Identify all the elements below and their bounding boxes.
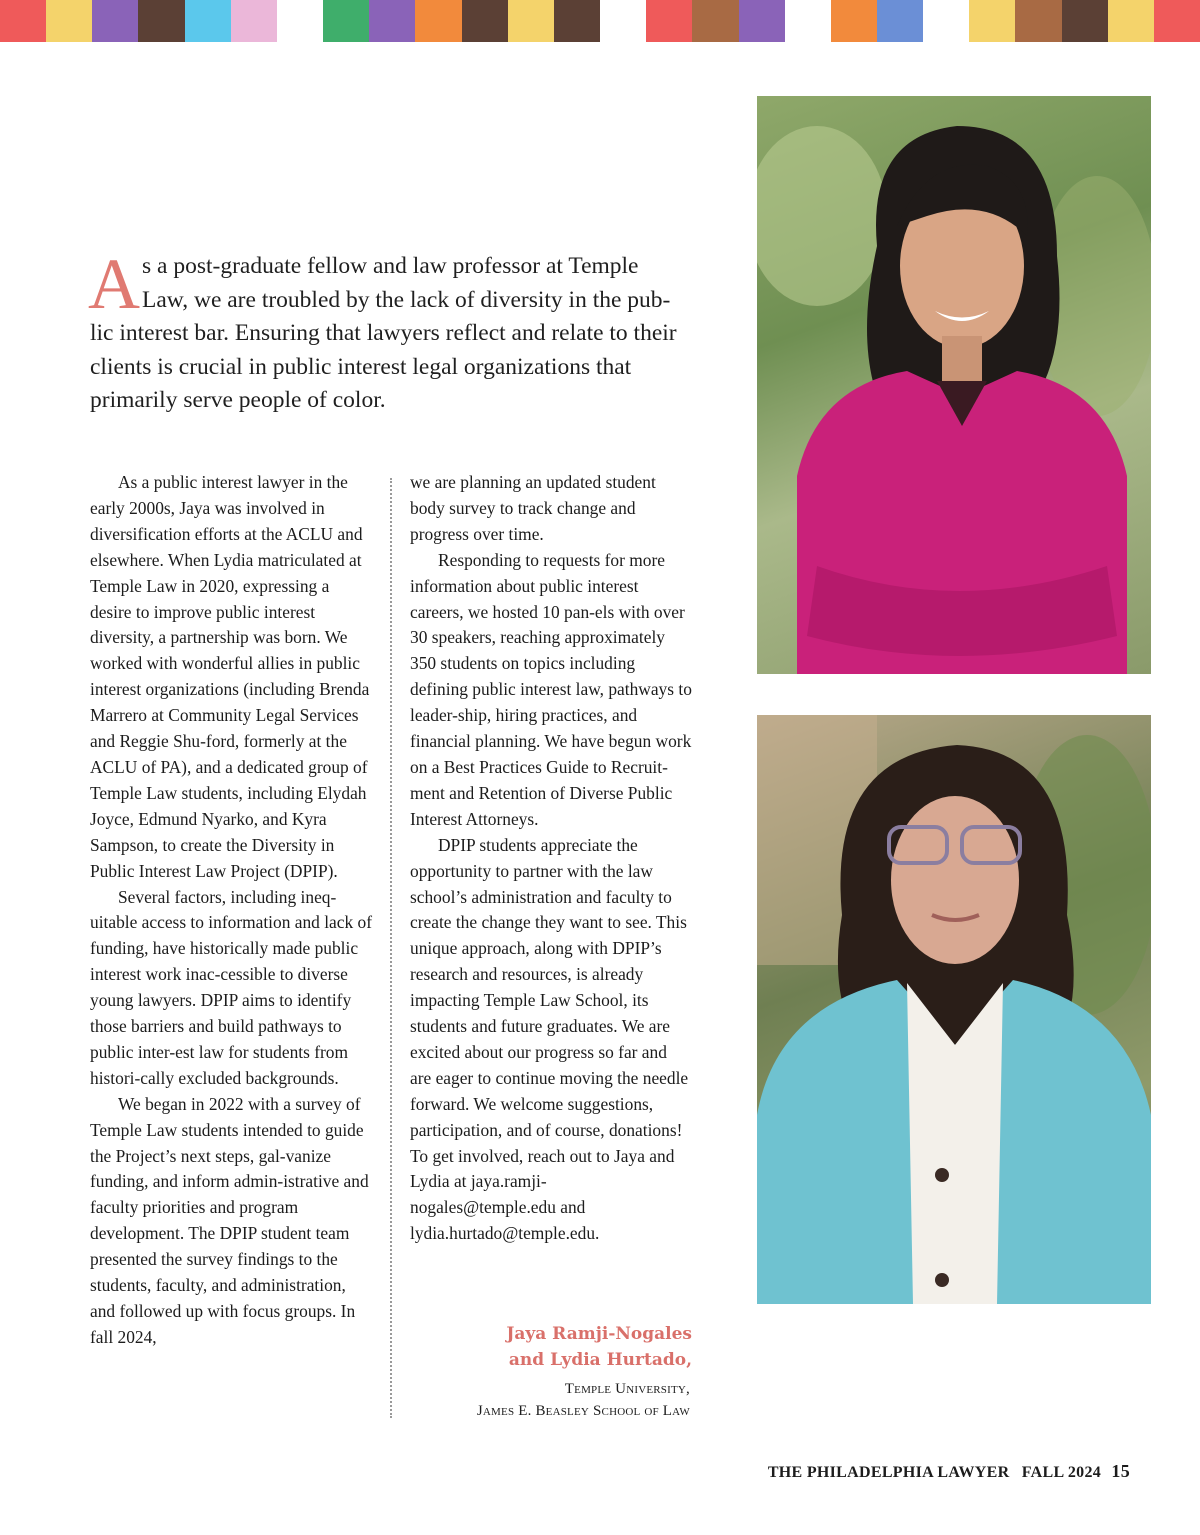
portrait-illustration-2 <box>757 715 1151 1304</box>
stripe-block-6 <box>277 0 323 42</box>
column2-paragraph-3: DPIP students appreciate the opportunity to partner with the law school’s administration and faculty to create the change they want to see. This unique approach, along with DPIP’s research and resources, is already impacting Temple Law School, its students and future graduates. We are excited about our progress so far and are eager to continue moving the needle forward. We welcome suggestions, participation, and of course, donations! To get involved, reach out to Jaya and Lydia at jaya.ramji-nogales@temple.edu and lydia.hurtado@temple.edu. <box>410 834 689 1244</box>
stripe-block-0 <box>0 0 46 42</box>
stripe-block-21 <box>969 0 1015 42</box>
portrait-photo-lydia <box>757 715 1151 1304</box>
author-name-2: and Lydia Hurtado, <box>508 1350 692 1370</box>
stripe-block-12 <box>554 0 600 42</box>
article-column-1 <box>90 470 372 1351</box>
column2-paragraph-1: we are planning an updated student body survey to track change and progress over time. <box>410 472 656 544</box>
author-name-1: Jaya Ramji-Nogales <box>506 1324 692 1344</box>
column1-paragraph-1: As a public interest lawyer in the early 2000s, Jaya was involved in diversification efforts at the ACLU and elsewhere. When Lydia matriculated at Temple Law in 2020, expressing a desire to improve public interest diversity, a partnership was born. We worked with wonderful allies in public interest organizations (including Brenda Marrero at Community Legal Services and Reggie Shu-ford, formerly at the ACLU of PA), and a dedicated group of Temple Law students, including Elydah Joyce, Edmund Nyarko, and Kyra Sampson, to create the Diversity in Public Interest Law Project (DPIP). <box>90 472 370 881</box>
article-column-2 <box>410 470 692 1247</box>
stripe-block-22 <box>1015 0 1061 42</box>
column2-paragraph-2: Responding to requests for more information about public interest careers, we hosted 10 pan-els with over 30 speakers, reaching approximately 350 students on topics including defining public interest law, pathways to leader-ship, hiring practices, and financial planning. We have begun work on a Best Practices Guide to Recruit-ment and Retention of Diverse Public Interest Attorneys. <box>410 549 692 829</box>
color-stripe-banner <box>0 0 1200 42</box>
stripe-block-4 <box>185 0 231 42</box>
stripe-block-13 <box>600 0 646 42</box>
stripe-block-23 <box>1062 0 1108 42</box>
stripe-block-16 <box>739 0 785 42</box>
stripe-block-8 <box>369 0 415 42</box>
stripe-block-5 <box>231 0 277 42</box>
stripe-block-3 <box>138 0 184 42</box>
stripe-block-18 <box>831 0 877 42</box>
author-names <box>506 1321 692 1373</box>
column1-paragraph-2: Several factors, including ineq-uitable access to information and lack of funding, have historically made public interest work inac-cessible to diverse young lawyers. DPIP aims to identify those barriers and build pathways to public inter-est law for students from histori-cally excluded backgrounds. <box>90 886 373 1088</box>
portrait-illustration-1 <box>757 96 1151 674</box>
affiliation-line-1: Temple University, <box>564 1381 690 1397</box>
column-divider <box>390 478 392 1418</box>
stripe-block-14 <box>646 0 692 42</box>
stripe-block-25 <box>1154 0 1200 42</box>
stripe-block-20 <box>923 0 969 42</box>
stripe-block-10 <box>462 0 508 42</box>
affiliation-line-2: James E. Beasley School of Law <box>476 1403 690 1419</box>
drop-cap: A <box>88 244 140 324</box>
stripe-block-15 <box>692 0 738 42</box>
page-number: 15 <box>1111 1461 1130 1481</box>
column1-paragraph-3: We began in 2022 with a survey of Temple Law students intended to guide the Project’s next steps, gal-vanize funding, and inform admin-istrative and faculty priorities and program development. The DPIP student team presented the survey findings to the students, faculty, and administration, and followed up with focus groups. In fall 2024, <box>90 1093 369 1347</box>
issue-label: FALL 2024 <box>1021 1464 1102 1481</box>
lead-text: s a post-graduate fellow and law professor at Temple Law, we are troubled by the lack of diversity in the pub-lic interest bar. Ensuring that lawyers reflect and relate to their clients is crucial in public interest legal organizations that primarily serve people of color. <box>90 253 677 413</box>
page-footer <box>768 1461 1130 1482</box>
portrait-photo-jaya <box>757 96 1151 674</box>
stripe-block-2 <box>92 0 138 42</box>
stripe-block-17 <box>785 0 831 42</box>
stripe-block-9 <box>415 0 461 42</box>
stripe-block-1 <box>46 0 92 42</box>
stripe-block-11 <box>508 0 554 42</box>
publication-name: THE PHILADELPHIA LAWYER <box>767 1464 1010 1481</box>
stripe-block-7 <box>323 0 369 42</box>
stripe-block-24 <box>1108 0 1154 42</box>
author-affiliation <box>410 1378 690 1422</box>
stripe-block-19 <box>877 0 923 42</box>
lead-paragraph <box>88 244 690 418</box>
